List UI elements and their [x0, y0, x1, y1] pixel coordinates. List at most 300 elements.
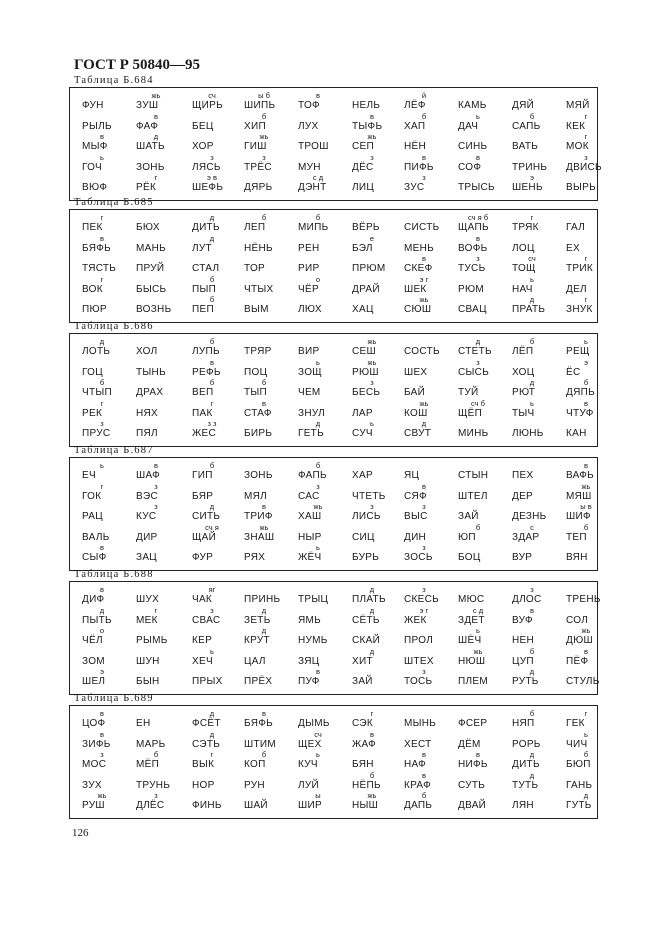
- table-cell: [506, 483, 558, 503]
- pronunciation-mark: жь: [151, 91, 161, 100]
- syllable-word: ГОК: [82, 490, 102, 502]
- syllable-word: НИФЬ: [458, 759, 488, 770]
- table-cell: [398, 174, 450, 194]
- syllable-word: КЕР: [192, 635, 213, 646]
- table-cell: [506, 359, 558, 379]
- table-cell: [560, 607, 612, 627]
- table-cell: [186, 524, 238, 544]
- table-cell: [452, 154, 504, 174]
- pronunciation-mark: в: [422, 770, 426, 780]
- table-cell: [560, 214, 612, 234]
- table-cell: [238, 154, 290, 174]
- table-cell: [398, 133, 450, 153]
- table-row: [70, 338, 597, 358]
- pronunciation-mark: г: [370, 709, 374, 718]
- syllable-word: МЫНЬ: [404, 718, 437, 729]
- syllable-word: ШАТЬ: [136, 141, 165, 152]
- syllable-word: ЛИЦ: [352, 182, 375, 193]
- syllable-word: СВАС: [192, 614, 221, 626]
- syllable-word: ДИТЬ: [512, 759, 540, 770]
- syllable-word: ЗНУЛ: [298, 407, 326, 419]
- syllable-word: БАЙ: [404, 387, 426, 398]
- table-cell: [292, 379, 344, 399]
- syllable-word: МАНЬ: [136, 242, 166, 254]
- pronunciation-mark: з: [422, 667, 426, 676]
- pronunciation-mark: з: [370, 378, 374, 387]
- table-cell: [238, 359, 290, 379]
- syllable-word: ПОЦ: [244, 366, 268, 378]
- pronunciation-mark: г: [584, 254, 588, 263]
- table-cell: [130, 338, 182, 358]
- syllable-word: ДЯРЬ: [244, 182, 273, 193]
- table-cell: [292, 792, 344, 812]
- table-cell: [506, 544, 558, 564]
- table-cell: [398, 338, 450, 358]
- table-cell: [452, 276, 504, 296]
- syllable-word: БОЦ: [458, 552, 481, 563]
- syllable-word: ЛЕП: [244, 222, 266, 233]
- table-cell: [398, 113, 450, 133]
- syllable-word: ТЫНЬ: [136, 366, 166, 378]
- table-cell: [238, 276, 290, 296]
- table-cell: [452, 586, 504, 606]
- word-table: [69, 581, 601, 695]
- syllable-word: ПРИНЬ: [244, 594, 281, 605]
- table-cell: [292, 400, 344, 420]
- table-cell: [560, 235, 612, 255]
- syllable-word: ЩЕХ: [298, 738, 322, 750]
- syllable-word: СИЦ: [352, 531, 375, 543]
- table-cell: [186, 379, 238, 399]
- syllable-word: СЯФ: [404, 490, 427, 502]
- pronunciation-mark: д: [529, 750, 535, 759]
- syllable-word: МОК: [566, 141, 589, 152]
- syllable-word: БЯФЬ: [82, 242, 112, 254]
- table-cell: [346, 607, 398, 627]
- syllable-word: ЯМЬ: [298, 614, 322, 626]
- syllable-word: ФИНЬ: [192, 800, 222, 811]
- table-cell: [398, 420, 450, 440]
- syllable-word: ЗАЙ: [458, 511, 479, 522]
- table-cell: [452, 668, 504, 688]
- pronunciation-mark: з: [100, 750, 104, 759]
- table-cell: [398, 751, 450, 771]
- table-cell: [76, 235, 128, 255]
- syllable-word: НОР: [192, 779, 215, 791]
- syllable-word: РЮШ: [352, 366, 379, 378]
- pronunciation-mark: б: [475, 522, 481, 532]
- table-cell: [452, 255, 504, 275]
- syllable-word: ЗДАР: [512, 531, 540, 543]
- syllable-word: ШЕЛ: [82, 676, 106, 687]
- table-cell: [186, 751, 238, 771]
- pronunciation-mark: в: [100, 729, 104, 739]
- page-number: 126: [72, 827, 89, 839]
- syllable-word: ЛЁП: [512, 346, 534, 357]
- table-cell: [76, 420, 128, 440]
- syllable-word: ТРЯК: [512, 222, 539, 233]
- syllable-word: ЗДЕТ: [458, 614, 485, 626]
- table-cell: [292, 276, 344, 296]
- pronunciation-mark: в: [422, 481, 426, 491]
- table-cell: [186, 338, 238, 358]
- pronunciation-mark: с: [530, 522, 534, 532]
- table-caption: Таблица Б.689: [74, 693, 154, 704]
- table-cell: [506, 214, 558, 234]
- table-cell: [238, 751, 290, 771]
- pronunciation-mark: з: [154, 791, 158, 800]
- pronunciation-mark: жь: [367, 132, 377, 141]
- syllable-word: ЧТЕТЬ: [352, 490, 386, 502]
- table-cell: [292, 255, 344, 275]
- pronunciation-mark: д: [209, 213, 215, 222]
- table-cell: [130, 420, 182, 440]
- syllable-word: ЛЁФ: [404, 100, 426, 111]
- table-cell: [452, 648, 504, 668]
- table-cell: [292, 772, 344, 792]
- table-cell: [506, 338, 558, 358]
- pronunciation-mark: б: [261, 213, 267, 222]
- syllable-word: РУН: [244, 779, 265, 791]
- syllable-word: ВЫК: [192, 759, 215, 770]
- table-cell: [292, 627, 344, 647]
- syllable-word: СВАЦ: [458, 304, 487, 315]
- pronunciation-mark: в: [584, 646, 588, 656]
- syllable-word: РЫМЬ: [136, 635, 168, 646]
- table-cell: [292, 92, 344, 112]
- syllable-word: НЕЛЬ: [352, 100, 381, 111]
- pronunciation-mark: з: [476, 357, 480, 367]
- syllable-word: ГОЦ: [82, 366, 103, 378]
- table-cell: [346, 174, 398, 194]
- syllable-word: ДЯПЬ: [566, 387, 595, 398]
- pronunciation-mark: б: [529, 709, 535, 718]
- syllable-word: ГЕК: [566, 718, 585, 729]
- syllable-word: ЩИРЬ: [192, 100, 223, 111]
- table-cell: [130, 400, 182, 420]
- pronunciation-mark: д: [261, 626, 267, 635]
- syllable-word: СКАЙ: [352, 635, 381, 646]
- table-row: [70, 133, 597, 153]
- table-cell: [398, 607, 450, 627]
- syllable-word: НЕН: [512, 635, 535, 646]
- syllable-word: ДАПЬ: [404, 800, 433, 811]
- pronunciation-mark: б: [209, 378, 215, 387]
- syllable-word: ДЁС: [352, 161, 374, 173]
- syllable-word: ТУЙ: [458, 387, 479, 398]
- pronunciation-mark: з з: [207, 419, 217, 428]
- pronunciation-mark: яг: [208, 585, 216, 594]
- table-row: [70, 214, 597, 234]
- syllable-word: ТЕП: [566, 531, 587, 543]
- pronunciation-mark: г: [584, 709, 588, 718]
- table-caption: Таблица Б.684: [74, 75, 154, 86]
- syllable-word: ГАНЬ: [566, 779, 593, 791]
- pronunciation-mark: в: [100, 709, 104, 718]
- table-cell: [398, 668, 450, 688]
- syllable-word: ВЭС: [136, 490, 158, 502]
- pronunciation-mark: г: [100, 398, 104, 408]
- table-cell: [130, 751, 182, 771]
- table-cell: [346, 133, 398, 153]
- syllable-word: ШИР: [298, 800, 322, 811]
- table-cell: [398, 235, 450, 255]
- table-cell: [186, 276, 238, 296]
- table-cell: [560, 174, 612, 194]
- pronunciation-mark: в: [422, 152, 426, 162]
- pronunciation-mark: б: [209, 274, 215, 284]
- table-cell: [76, 524, 128, 544]
- table-cell: [398, 400, 450, 420]
- syllable-word: МЯШ: [566, 490, 592, 502]
- syllable-word: МЮС: [458, 594, 485, 605]
- table-cell: [130, 92, 182, 112]
- syllable-word: ДЕЛ: [566, 283, 587, 295]
- pronunciation-mark: в: [422, 750, 426, 759]
- table-row: [70, 710, 597, 730]
- table-cell: [186, 113, 238, 133]
- table-cell: [452, 113, 504, 133]
- pronunciation-mark: б: [583, 522, 589, 532]
- table-cell: [292, 338, 344, 358]
- table-cell: [238, 255, 290, 275]
- table-cell: [130, 792, 182, 812]
- table-cell: [506, 503, 558, 523]
- table-cell: [452, 483, 504, 503]
- syllable-word: ДАЧ: [458, 120, 479, 132]
- pronunciation-mark: д: [583, 791, 589, 800]
- syllable-word: ФСЕР: [458, 718, 488, 729]
- syllable-word: ГАЛ: [566, 222, 586, 233]
- table-cell: [76, 154, 128, 174]
- syllable-word: ДЯЙ: [512, 100, 535, 111]
- syllable-word: РОРЬ: [512, 738, 541, 750]
- syllable-word: ТОЩ: [512, 263, 536, 274]
- syllable-word: ЛУПЬ: [192, 346, 220, 357]
- pronunciation-mark: ь: [370, 419, 374, 428]
- syllable-word: СЕП: [352, 141, 374, 152]
- table-cell: [292, 586, 344, 606]
- syllable-word: ГОЧ: [82, 161, 102, 173]
- table-cell: [346, 731, 398, 751]
- syllable-word: РЕЩ: [566, 346, 590, 357]
- syllable-word: ХИТ: [352, 655, 373, 667]
- syllable-word: ДИФ: [82, 594, 105, 605]
- table-cell: [76, 214, 128, 234]
- pronunciation-mark: в: [100, 543, 104, 552]
- pronunciation-mark: г: [530, 213, 534, 222]
- syllable-word: ПРЫХ: [192, 676, 223, 687]
- pronunciation-mark: о: [99, 626, 105, 635]
- table-cell: [238, 731, 290, 751]
- syllable-word: ЛУТ: [192, 242, 212, 254]
- table-cell: [76, 379, 128, 399]
- table-cell: [130, 133, 182, 153]
- syllable-word: ПЕК: [82, 222, 103, 233]
- pronunciation-mark: в: [100, 233, 104, 243]
- table-row: [70, 235, 597, 255]
- table-cell: [130, 379, 182, 399]
- syllable-word: СУТЬ: [458, 779, 486, 791]
- pronunciation-mark: в: [476, 233, 480, 243]
- table-cell: [130, 483, 182, 503]
- table-cell: [346, 792, 398, 812]
- pronunciation-mark: б: [315, 213, 321, 222]
- syllable-word: ДЕЗНЬ: [512, 511, 547, 522]
- syllable-word: РЁК: [136, 182, 157, 193]
- table-cell: [398, 92, 450, 112]
- syllable-word: ВОК: [82, 283, 103, 295]
- pronunciation-mark: з: [530, 585, 534, 594]
- table-cell: [398, 524, 450, 544]
- pronunciation-mark: ь: [476, 626, 480, 635]
- table-cell: [292, 503, 344, 523]
- syllable-word: ЁС: [566, 366, 581, 378]
- pronunciation-mark: б: [529, 337, 535, 346]
- syllable-word: ПРУЙ: [136, 263, 165, 274]
- table-cell: [346, 113, 398, 133]
- table-cell: [346, 772, 398, 792]
- table-cell: [398, 483, 450, 503]
- syllable-word: БЕСЬ: [352, 387, 381, 398]
- pronunciation-mark: з: [370, 502, 374, 511]
- pronunciation-mark: д: [99, 337, 105, 346]
- table-row: [70, 667, 600, 688]
- table-row: [70, 420, 597, 440]
- syllable-word: ЖАФ: [352, 738, 377, 750]
- table-cell: [346, 627, 398, 647]
- table-row: [70, 400, 597, 420]
- table-row: [70, 544, 597, 564]
- table-cell: [346, 379, 398, 399]
- table-cell: [346, 483, 398, 503]
- table-cell: [452, 174, 504, 194]
- syllable-word: КУС: [136, 511, 157, 522]
- pronunciation-mark: д: [209, 729, 215, 739]
- syllable-word: ХОЛ: [136, 346, 158, 357]
- table-cell: [506, 133, 558, 153]
- pronunciation-mark: д: [421, 419, 427, 428]
- syllable-word: СОЛ: [566, 614, 589, 626]
- table-cell: [76, 462, 128, 482]
- word-table: [69, 87, 602, 201]
- table-cell: [292, 462, 344, 482]
- syllable-word: НАФ: [404, 759, 427, 770]
- syllable-word: ЛЮНЬ: [512, 428, 544, 439]
- table-row: [70, 792, 597, 812]
- syllable-word: ХАШ: [298, 511, 322, 522]
- table-cell: [186, 462, 238, 482]
- table-row: [70, 296, 597, 316]
- table-cell: [186, 710, 238, 730]
- table-cell: [130, 462, 182, 482]
- syllable-word: САС: [298, 490, 320, 502]
- pronunciation-mark: сч я: [205, 522, 219, 532]
- table-cell: [506, 627, 558, 647]
- table-cell: [130, 255, 182, 275]
- syllable-word: МЕНЬ: [404, 242, 434, 254]
- syllable-word: ЛЯН: [512, 800, 534, 811]
- pronunciation-mark: г: [210, 750, 214, 759]
- pronunciation-mark: б: [421, 111, 427, 121]
- table-cell: [506, 276, 558, 296]
- table-cell: [292, 544, 344, 564]
- syllable-word: РЫЛЬ: [82, 120, 112, 132]
- table-cell: [398, 276, 450, 296]
- syllable-word: РУТЬ: [512, 676, 539, 687]
- table-cell: [238, 379, 290, 399]
- syllable-word: ЧТЫП: [82, 387, 113, 398]
- table-row: [70, 276, 597, 296]
- table-cell: [452, 420, 504, 440]
- syllable-word: РЕН: [298, 242, 320, 254]
- syllable-word: ТУСЬ: [458, 263, 486, 274]
- pronunciation-mark: й: [421, 91, 427, 100]
- table-cell: [398, 586, 450, 606]
- table-cell: [506, 255, 558, 275]
- table-cell: [452, 338, 504, 358]
- pronunciation-mark: жь: [313, 502, 323, 511]
- syllable-word: НЮШ: [458, 655, 486, 667]
- table-cell: [238, 607, 290, 627]
- table-cell: [398, 462, 450, 482]
- table-cell: [452, 359, 504, 379]
- table-cell: [346, 586, 398, 606]
- table-cell: [130, 503, 182, 523]
- table-cell: [560, 338, 612, 358]
- pronunciation-mark: ь: [210, 646, 214, 656]
- table-row: [70, 731, 597, 751]
- pronunciation-mark: жь: [367, 791, 377, 800]
- syllable-word: РЯХ: [244, 552, 266, 563]
- pronunciation-mark: д: [369, 585, 375, 594]
- syllable-word: ДВИСЬ: [566, 161, 602, 173]
- pronunciation-mark: ы: [315, 791, 321, 800]
- syllable-word: ПЯЛ: [136, 428, 158, 439]
- table-cell: [76, 338, 128, 358]
- table-cell: [560, 772, 612, 792]
- table-cell: [398, 503, 450, 523]
- pronunciation-mark: д: [261, 605, 267, 615]
- table-cell: [560, 648, 612, 668]
- syllable-word: ДИТЬ: [192, 222, 220, 233]
- table-cell: [76, 503, 128, 523]
- pronunciation-mark: д: [153, 132, 159, 141]
- syllable-word: ЗОНЬ: [136, 161, 165, 173]
- table-caption: Таблица Б.688: [74, 569, 154, 580]
- syllable-word: СТЕТЬ: [458, 346, 492, 357]
- table-cell: [346, 524, 398, 544]
- syllable-word: ЕХ: [566, 242, 580, 254]
- table-cell: [130, 296, 182, 316]
- table-cell: [130, 214, 182, 234]
- syllable-word: ТРИФ: [244, 511, 273, 522]
- syllable-word: ГИП: [192, 470, 213, 481]
- syllable-word: НЁПЬ: [352, 779, 381, 791]
- pronunciation-mark: жь: [367, 357, 377, 367]
- syllable-word: ТРЕНЬ: [566, 594, 601, 605]
- table-cell: [452, 627, 504, 647]
- table-cell: [130, 276, 182, 296]
- table-cell: [346, 462, 398, 482]
- table-cell: [292, 235, 344, 255]
- table-cell: [76, 483, 128, 503]
- syllable-word: ШИПЬ: [244, 100, 276, 111]
- table-cell: [292, 174, 344, 194]
- syllable-word: КОШ: [404, 407, 428, 419]
- table-cell: [186, 359, 238, 379]
- table-cell: [346, 751, 398, 771]
